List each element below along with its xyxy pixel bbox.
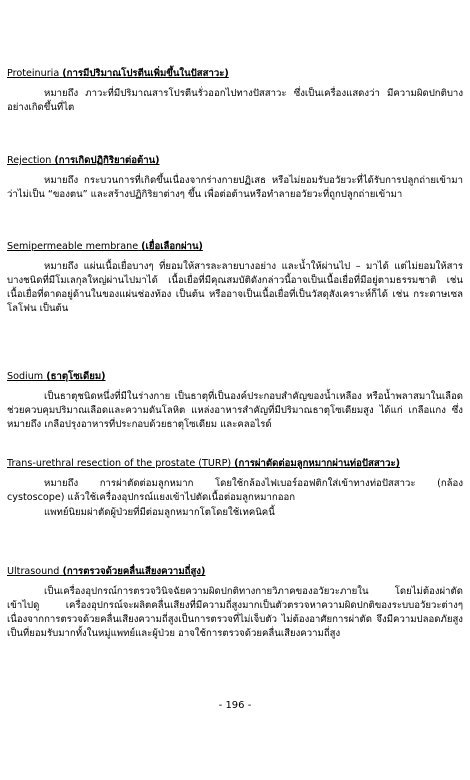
term-english: Sodium — [7, 371, 44, 382]
definition-paragraph: หมายถึง การผ่าตัดต่อมลูกหมาก โดยใช้กล้องไฟเบอร์ออฟติกใส่เข้าทางท่อปัสสาวะ (กล้อง cystoscope) แล้วใช้เครื่องอุปกรณ์แยงเข้าไปตัดเนื้อต่อมลูกหมากออก — [7, 478, 463, 503]
term-thai: (เยื่อเลือกผ่าน) — [141, 241, 203, 252]
term-english: Ultrasound — [7, 566, 60, 577]
term-english: Semipermeable membrane — [7, 241, 139, 252]
definition-paragraph: หมายถึง ภาวะที่มีปริมาณสารโปรตีนรั่วออกไปทางปัสสาวะ ซึ่งเป็นเครื่องแสดงว่า มีความผิดปกติบางอย่างเกิดขึ้นที่ไต — [7, 88, 463, 113]
term-heading — [7, 154, 463, 168]
term-thai: (การมีปริมาณโปรตีนเพิ่มขึ้นในปัสสาวะ) — [62, 68, 229, 79]
term-english: Trans-urethral resection of the prostate (TURP) — [7, 458, 232, 469]
definition-paragraph: หมายถึง กระบวนการที่เกิดขึ้นเนื่องจากร่างกายปฏิเสธ หรือไม่ยอมรับอวัยวะที่ได้รับการปลูกถ่ายเข้ามาว่าไม่เป็น “ของตน” และสร้างปฏิกิริยาต่างๆ ขึ้น เพื่อต่อต้านหรือทำลายอวัยวะที่ถูกปลูกถ่ายเข้ามา — [7, 175, 463, 200]
page-number: - 196 - — [218, 700, 252, 711]
term-heading — [7, 67, 463, 81]
definition-paragraph: เป็นธาตุชนิดหนึ่งที่มีในร่างกาย เป็นธาตุที่เป็นองค์ประกอบสำคัญของน้ำเหลือง หรือน้ำพลาสมาในเลือด ช่วยควบคุมปริมาณเลือดและความดันโลหิต แหล่งอาหารสำคัญที่มีปริมาณธาตุโซเดียมสูง ได้แก่ เกลือแกง ซึ่งหมายถึง เกลือปรุงอาหารที่ประกอบด้วยธาตุโซเดียม และคลอไรด์ — [7, 391, 463, 430]
term-thai: (ธาตุโซเดียม) — [46, 371, 106, 382]
term-thai: (การผ่าตัดต่อมลูกหมากผ่านท่อปัสสาวะ) — [234, 458, 400, 469]
term-heading — [7, 240, 463, 254]
glossary-entry-turp — [7, 457, 463, 520]
term-heading — [7, 370, 463, 384]
term-thai: (การเกิดปฏิกิริยาต่อต้าน) — [54, 155, 160, 166]
term-heading — [7, 565, 463, 579]
glossary-entry-semipermeable-membrane — [7, 240, 463, 316]
glossary-entry-proteinuria — [7, 67, 463, 115]
definition-paragraph: เป็นเครื่องอุปกรณ์การตรวจวินิจฉัยความผิดปกติทางกายวิภาคของอวัยวะภายใน โดยไม่ต้องผ่าตัดเข้าไปดู เครื่องอุปกรณ์จะผลิตคลื่นเสียงที่มีความถี่สูงมากเป็นตัวตรวจหาความผิดปกติของระบบอวัยวะต่างๆ เนื่องจากการตรวจด้วยคลื่นเสียงความถี่สูงเป็นการตรวจที่ไม่เจ็บตัว ไม่ต้องอาศัยการผ่าตัด จึงมีความปลอดภัยสูง เป็นที่ยอมรับมากทั้งในหมู่แพทย์และผู้ป่วย อาจใช้การตรวจด้วยคลื่นเสียงความถี่สูง — [7, 586, 463, 639]
glossary-entry-sodium — [7, 370, 463, 432]
glossary-entry-ultrasound — [7, 565, 463, 641]
glossary-entry-rejection — [7, 154, 463, 202]
term-english: Proteinuria — [7, 68, 60, 79]
term-english: Rejection — [7, 155, 52, 166]
term-heading — [7, 457, 463, 471]
definition-paragraph: แพทย์นิยมผ่าตัดผู้ป่วยที่มีต่อมลูกหมากโตโดยใช้เทคนิคนี้ — [44, 507, 275, 518]
definition-paragraph: หมายถึง แผ่นเนื้อเยื่อบางๆ ที่ยอมให้สารละลายบางอย่าง และน้ำให้ผ่านไป – มาได้ แต่ไม่ยอมให้สารบางชนิดที่มีโมเลกุลใหญ่ผ่านไปมาได้ เนื้อเยื่อที่มีคุณสมบัติดังกล่าวนี้อาจเป็นเนื้อเยื่อที่มีอยู่ตามธรรมชาติ เช่น เนื้อเยื่อที่ดาดอยู่ด้านในของแผ่นช่องท้อง เป็นต้น หรืออาจเป็นเนื้อเยื่อที่เป็นวัสดุสังเคราะห์ก็ได้ เช่น กระดาษเซลโลโฟน เป็นต้น — [7, 261, 463, 314]
term-thai: (การตรวจด้วยคลื่นเสียงความถี่สูง) — [62, 566, 206, 577]
